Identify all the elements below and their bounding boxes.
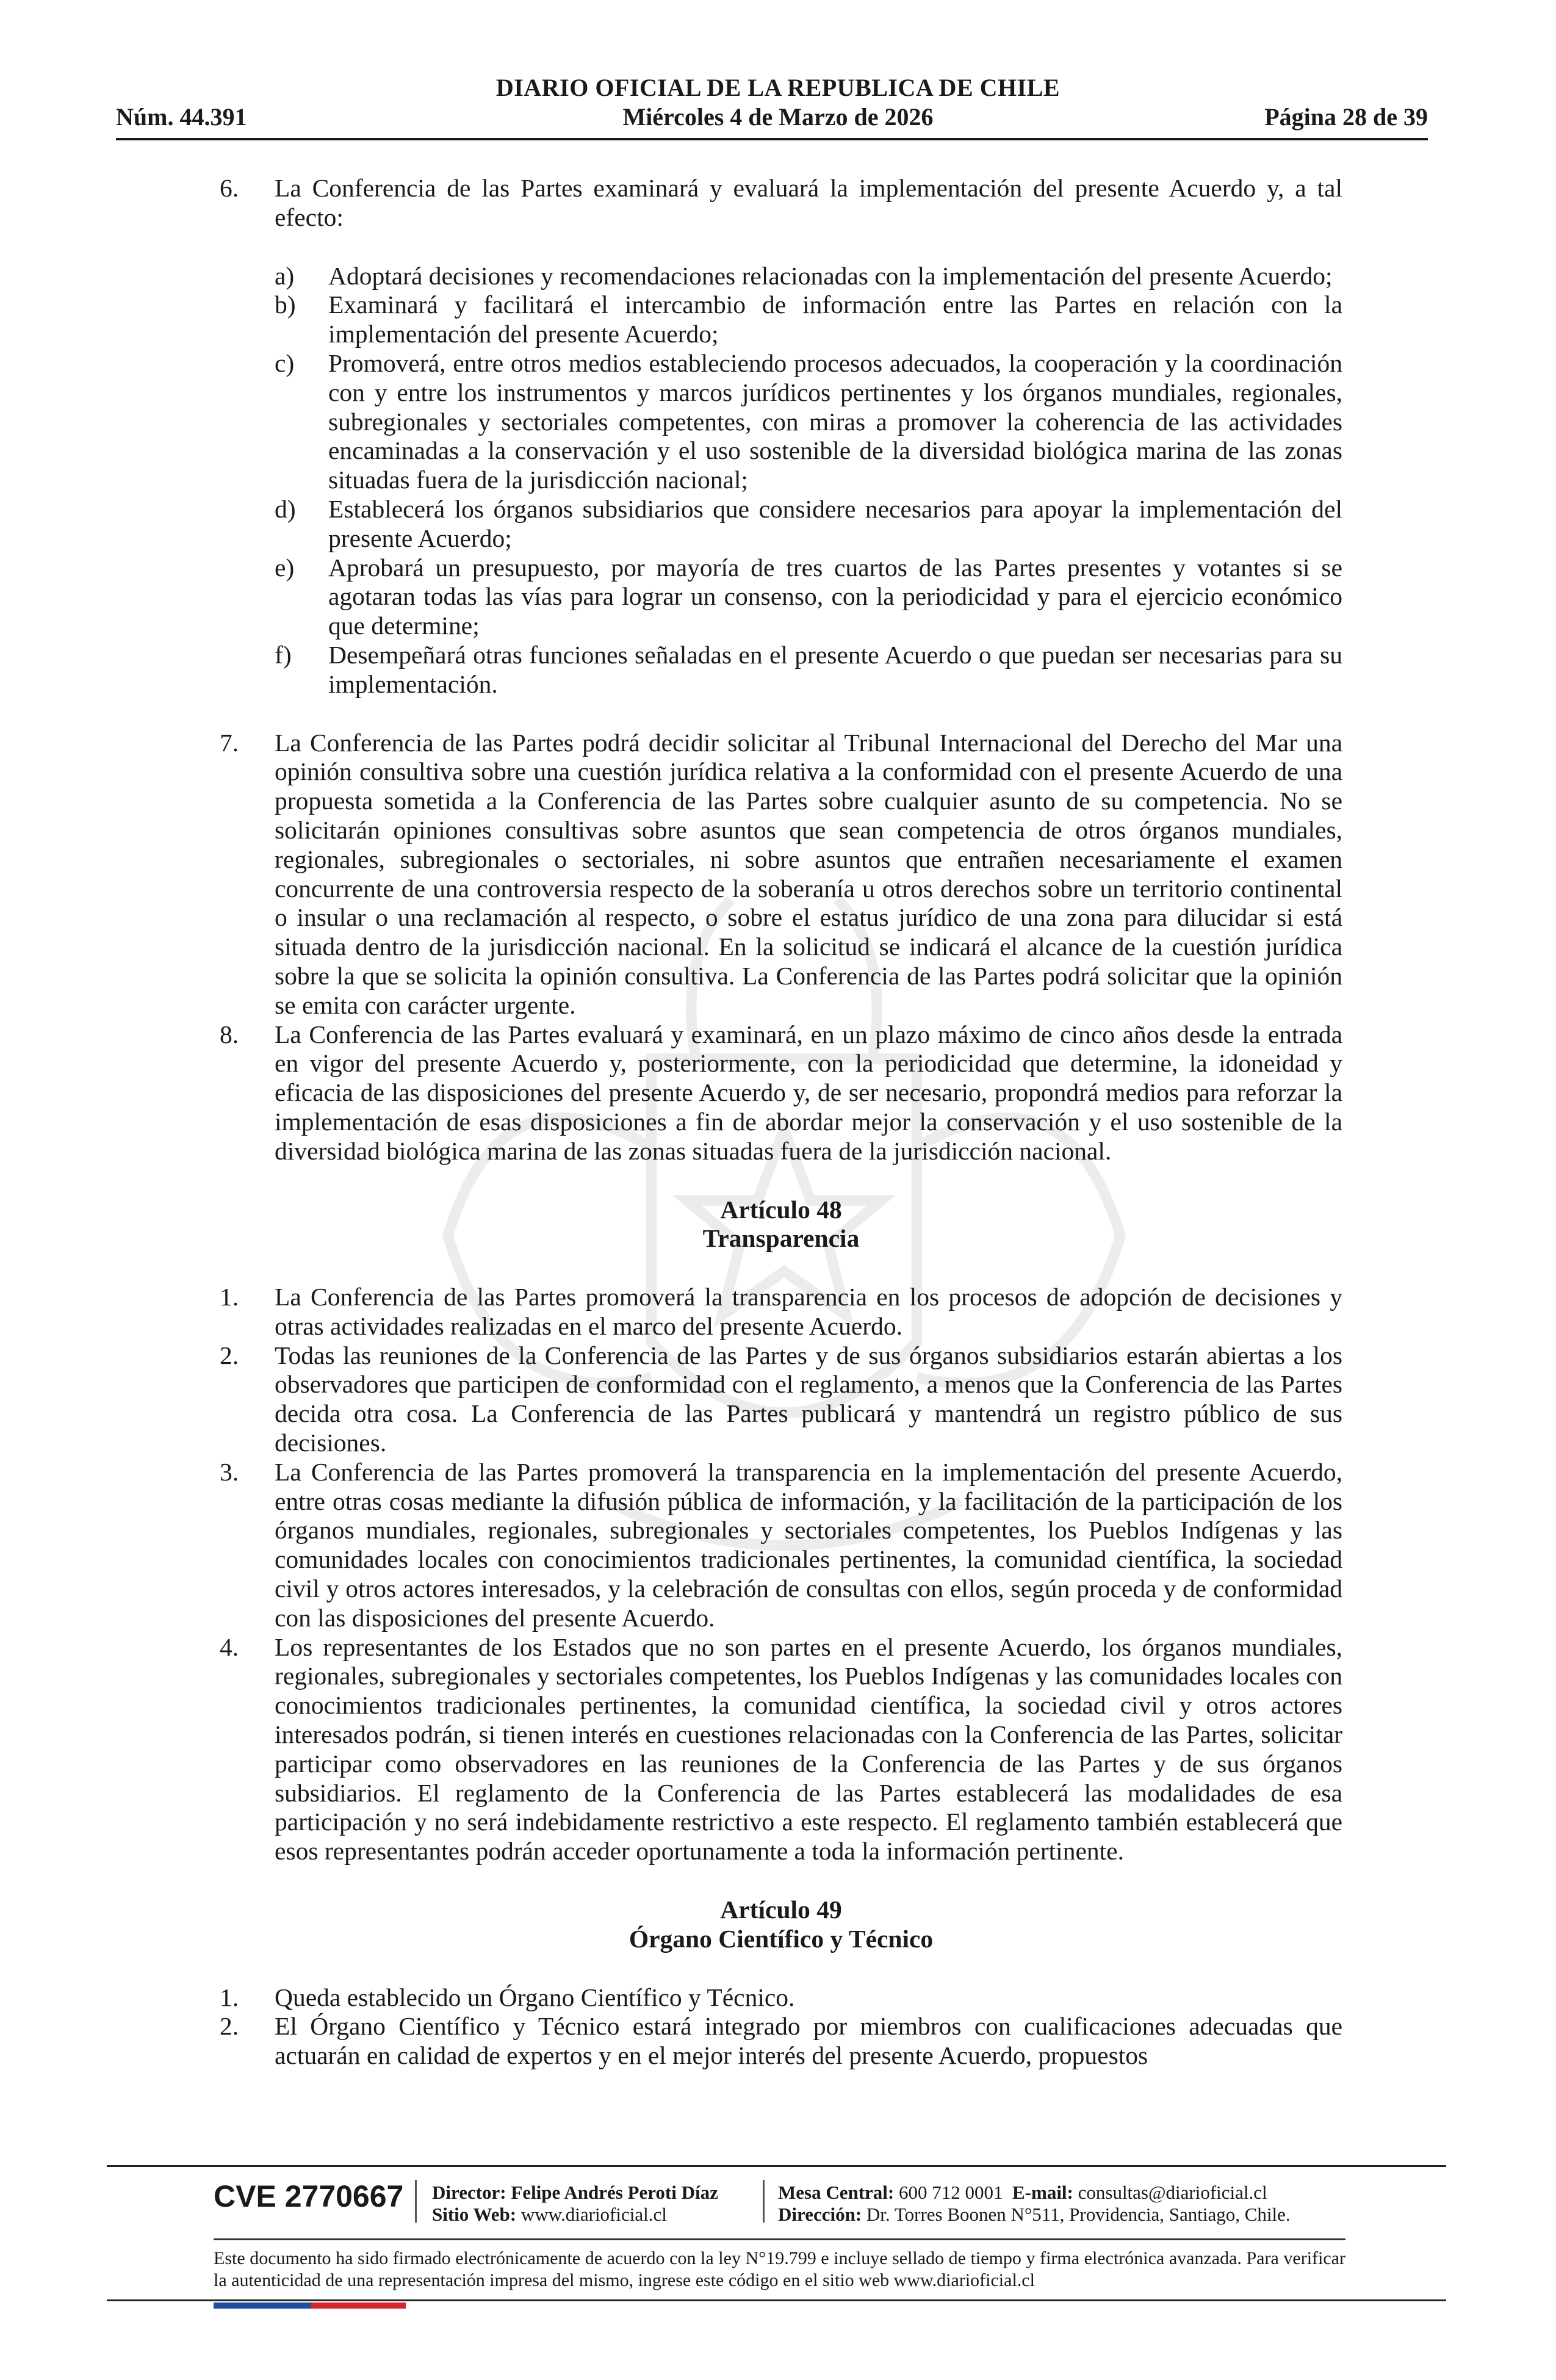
paragraph-number: 1. xyxy=(220,1283,239,1311)
article48-paragraph xyxy=(220,1341,1342,1458)
address-label: Dirección: xyxy=(778,2204,862,2225)
footer-bottom-divider xyxy=(107,2299,1446,2301)
paragraph-number: 7. xyxy=(220,728,239,757)
paragraph-text: La Conferencia de las Partes promoverá la transparencia en la implementación del presente Acuerdo, entre otras cosas mediante la difusión pública de información, y la facilitación de la participación de los órganos mundiales, regionales, subregionales y sectoriales competentes, los Pueblos Indígenas y las comunidades locales con conocimientos tradicionales pertinentes, la comunidad científica, la sociedad civil y otros actores interesados, y la celebración de consultas con ellos, según proceda y de conformidad con las disposiciones del presente Acuerdo. xyxy=(275,1457,1342,1632)
list-item-letter: c) xyxy=(275,348,295,377)
list-item xyxy=(220,290,1342,349)
flag-blue-stripe xyxy=(214,2302,311,2309)
list-item-text: Establecerá los órganos subsidiarios que considere necesarios para apoyar la implementación del presente Acuerdo; xyxy=(328,494,1342,552)
footer-middle-divider xyxy=(214,2238,1345,2240)
paragraph-text: La Conferencia de las Partes promoverá la transparencia en los procesos de adopción de decisiones y otras actividades realizadas en el marco del presente Acuerdo. xyxy=(275,1283,1342,1340)
newspaper-title: DIARIO OFICIAL DE LA REPUBLICA DE CHILE xyxy=(495,74,1061,101)
header-divider xyxy=(116,138,1428,140)
paragraph-number: 1. xyxy=(220,1983,239,2011)
issue-number: Núm. 44.391 xyxy=(116,103,247,131)
list-item xyxy=(220,349,1342,495)
list-item-text: Examinará y facilitará el intercambio de información entre las Partes en relación con la implementación del presente Acuerdo; xyxy=(328,290,1342,348)
paragraph-number: 2. xyxy=(220,1341,239,1369)
paragraph-text: Todas las reuniones de la Conferencia de las Partes y de sus órganos subsidiarios estarán abiertas a los observadores que participen de conformidad con el reglamento, a menos que la Conferencia de las Partes decida otra cosa. La Conferencia de las Partes publicará y mantendrá un registro público de sus decisiones. xyxy=(275,1341,1342,1457)
footer-separator xyxy=(415,2180,417,2223)
email-link[interactable]: consultas@diarioficial.cl xyxy=(1078,2182,1267,2203)
address-value: Dr. Torres Boonen N°511, Providencia, Santiago, Chile. xyxy=(866,2204,1291,2225)
list-item-text: Desempeñará otras funciones señaladas en el presente Acuerdo o que puedan ser necesarias para su implementación. xyxy=(328,640,1342,698)
page-indicator: Página 28 de 39 xyxy=(1264,103,1428,131)
cve-code: CVE 2770667 xyxy=(214,2179,404,2213)
list-item xyxy=(220,262,1342,291)
list-item xyxy=(220,641,1342,699)
paragraph-text: El Órgano Científico y Técnico estará integrado por miembros con cualificaciones adecuadas que actuarán en calidad de expertos y en el mejor interés del presente Acuerdo, propuestos xyxy=(275,2012,1342,2070)
article48-paragraph xyxy=(220,1458,1342,1633)
paragraph-number: 8. xyxy=(220,1020,239,1048)
paragraph-number: 6. xyxy=(220,174,239,202)
signature-notice: Este documento ha sido firmado electrónicamente de acuerdo con la ley N°19.799 e incluye sellado de tiempo y firma electrónica avanzada. Para verificar la autenticidad de una representación impresa del mismo, ingrese este código en el sitio web www.diarioficial.cl xyxy=(214,2248,1345,2290)
mesa-phone: 600 712 0001 xyxy=(899,2182,1003,2203)
list-item-text: Promoverá, entre otros medios estableciendo procesos adecuados, la cooperación y la coordinación con y entre los instrumentos y marcos jurídicos pertinentes y los órganos mundiales, regionales, subregionales y sectoriales competentes, con miras a promover la coherencia de las actividades encaminadas a la conservación y el uso sostenible de la diversidad biológica marina de las zonas situadas fuera de la jurisdicción nacional; xyxy=(328,348,1342,494)
paragraph-text: La Conferencia de las Partes podrá decidir solicitar al Tribunal Internacional del Derecho del Mar una opinión consultiva sobre una cuestión jurídica relativa a la conformidad con el presente Acuerdo de una propuesta sometida a la Conferencia de las Partes sobre cualquier asunto de su competencia. No se solicitarán opiniones consultivas sobre asuntos que sean competencia de otros órganos mundiales, regionales, subregionales o sectoriales, ni sobre asuntos que entrañen necesariamente el examen concurrente de una controversia respecto de la soberanía u otros derechos sobre un territorio continental o insular o una reclamación al respecto, o sobre el estatus jurídico de una zona para dilucidar si está situada dentro de la jurisdicción nacional. En la solicitud se indicará el alcance de la cuestión jurídica sobre la que se solicita la opinión consultiva. La Conferencia de las Partes podrá solicitar que la opinión se emita con carácter urgente. xyxy=(275,728,1342,1019)
paragraph-number: 3. xyxy=(220,1457,239,1486)
paragraph-text: Queda establecido un Órgano Científico y Técnico. xyxy=(275,1983,795,2011)
footer-separator xyxy=(763,2180,765,2223)
list-item xyxy=(220,554,1342,641)
article48-paragraph xyxy=(220,1283,1342,1341)
director-name: Felipe Andrés Peroti Díaz xyxy=(511,2182,718,2203)
article49-paragraph xyxy=(220,1983,1342,2013)
issue-date: Miércoles 4 de Marzo de 2026 xyxy=(622,103,934,131)
paragraph-text: Los representantes de los Estados que no son partes en el presente Acuerdo, los órganos mundiales, regionales, subregionales y sectoriales competentes, los Pueblos Indígenas y las comunidades locales con conocimientos tradicionales pertinentes, la comunidad científica, la sociedad civil y otros actores interesados podrán, si tienen interés en cuestiones relacionadas con la Conferencia de las Partes, solicitar participar como observadores en las reuniones de la Conferencia de las Partes y de sus órganos subsidiarios. El reglamento de la Conferencia de las Partes establecerá las modalidades de esa participación y no será indebidamente restrictivo a este respecto. El reglamento también establecerá que esos representantes podrán acceder oportunamente a toda la información pertinente. xyxy=(275,1632,1342,1866)
paragraph-text: La Conferencia de las Partes examinará y evaluará la implementación del presente Acuerdo y, a tal efecto: xyxy=(275,174,1342,231)
list-item xyxy=(220,495,1342,554)
article48-paragraph xyxy=(220,1633,1342,1866)
article47-paragraph-6 xyxy=(220,174,1342,233)
article-48-heading: Artículo 48 xyxy=(720,1195,842,1224)
email-label: E-mail: xyxy=(1012,2182,1073,2203)
list-item-text: Aprobará un presupuesto, por mayoría de tres cuartos de las Partes presentes y votantes si se agotaran todas las vías para lograr un consenso, con la periodicidad y para el ejercicio económico que determine; xyxy=(328,553,1342,640)
footer-top-divider xyxy=(107,2165,1446,2167)
article47-paragraph-8 xyxy=(220,1020,1342,1166)
flag-red-stripe xyxy=(311,2302,406,2309)
footer-director-block xyxy=(432,2182,718,2226)
website-link[interactable]: www.diarioficial.cl xyxy=(520,2204,667,2225)
list-item-text: Adoptará decisiones y recomendaciones relacionadas con la implementación del presente Acuerdo; xyxy=(328,261,1333,290)
mesa-label: Mesa Central: xyxy=(778,2182,895,2203)
paragraph-text: La Conferencia de las Partes evaluará y examinará, en un plazo máximo de cinco años desde la entrada en vigor del presente Acuerdo y, posteriormente, con la periodicidad que determine, la idoneidad y eficacia de las disposiciones del presente Acuerdo y, de ser necesario, propondrá medios para reforzar la implementación de esas disposiciones a fin de abordar mejor la conservación y el uso sostenible de la diversidad biológica marina de las zonas situadas fuera de la jurisdicción nacional. xyxy=(275,1020,1342,1165)
website-label: Sitio Web: xyxy=(432,2204,517,2225)
paragraph-number: 2. xyxy=(220,2012,239,2041)
article47-paragraph-7 xyxy=(220,729,1342,1020)
director-label: Director: xyxy=(432,2182,506,2203)
list-item-letter: f) xyxy=(275,640,292,669)
footer-contact-block xyxy=(778,2182,1291,2226)
list-item-letter: e) xyxy=(275,553,295,582)
list-item-letter: d) xyxy=(275,494,296,523)
list-item-letter: b) xyxy=(275,290,296,319)
article49-paragraph xyxy=(220,2012,1342,2071)
paragraph-number: 4. xyxy=(220,1632,239,1661)
document-body xyxy=(220,174,1342,2071)
list-item-letter: a) xyxy=(275,261,295,290)
article-48-subheading: Transparencia xyxy=(702,1224,860,1253)
article-49-subheading: Órgano Científico y Técnico xyxy=(629,1924,934,1953)
article-49-heading: Artículo 49 xyxy=(720,1895,842,1924)
